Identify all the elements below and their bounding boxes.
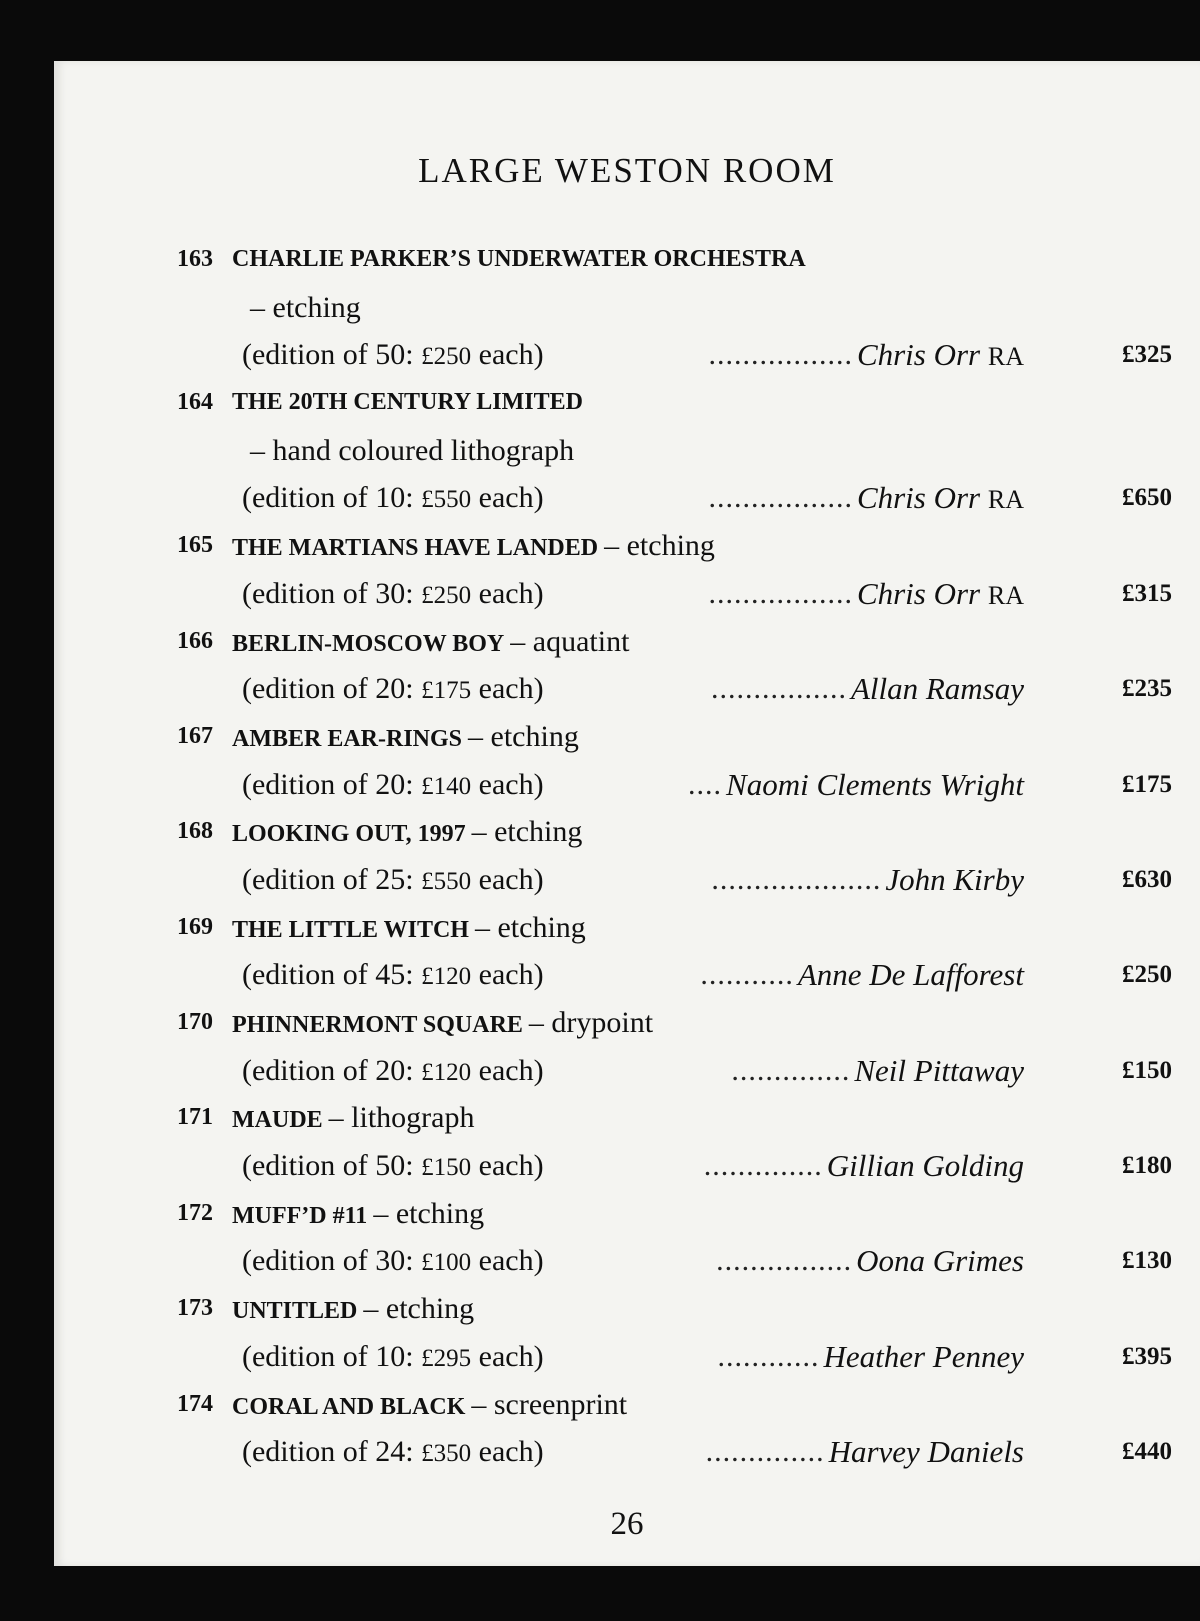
leader-dots: .............. xyxy=(705,1435,825,1469)
entry-number: 169 xyxy=(177,913,213,940)
entry-edition xyxy=(242,761,544,811)
edition-each: each) xyxy=(478,338,544,372)
catalogue-entry xyxy=(54,713,1200,808)
entry-price: £130 xyxy=(1122,1247,1172,1275)
catalogue-entry xyxy=(54,379,1200,522)
edition-size: (edition of 10: xyxy=(242,481,414,515)
edition-size: (edition of 24: xyxy=(242,1435,414,1469)
entry-price: £315 xyxy=(1122,579,1172,607)
edition-each: each) xyxy=(478,862,544,896)
edition-each: each) xyxy=(478,1053,544,1087)
entry-title: THE 20TH CENTURY LIMITED xyxy=(232,389,583,416)
artist-name-text: Anne De Lafforest xyxy=(797,957,1024,993)
entry-title-line xyxy=(54,999,1200,1047)
entry-number: 171 xyxy=(177,1104,213,1131)
edition-size: (edition of 45: xyxy=(242,958,414,992)
entry-edition xyxy=(242,951,544,1001)
entry-title: MUFF’D #11 xyxy=(232,1202,368,1229)
artist-name xyxy=(829,1428,1024,1476)
entry-title: UNTITLED xyxy=(232,1298,358,1325)
entry-title-wrap xyxy=(232,1190,484,1241)
artist-name-text: John Kirby xyxy=(885,861,1024,897)
unit-price: £550 xyxy=(421,867,472,895)
edition-size: (edition of 30: xyxy=(242,576,414,610)
entry-edition xyxy=(242,1142,544,1192)
entry-price: £440 xyxy=(1122,1438,1172,1466)
entry-number: 166 xyxy=(177,627,213,654)
entry-title-wrap xyxy=(232,618,629,669)
entry-title: CHARLIE PARKER’S UNDERWATER ORCHESTRA xyxy=(232,246,806,272)
leader-dots: ............ xyxy=(717,1339,820,1373)
edition-size: (edition of 20: xyxy=(242,1053,414,1087)
leader-dots: ................ xyxy=(710,672,847,706)
entry-title-line xyxy=(54,1381,1200,1429)
entry-number: 163 xyxy=(177,246,213,272)
catalogue-page xyxy=(54,61,1200,1566)
unit-price: £120 xyxy=(421,963,472,991)
unit-price: £175 xyxy=(421,677,472,705)
edition-size: (edition of 10: xyxy=(242,1339,414,1373)
entry-edition xyxy=(242,1428,544,1478)
artist-name-text: Gillian Golding xyxy=(826,1148,1024,1184)
artist-name xyxy=(726,761,1024,809)
entry-title: CORAL AND BLACK xyxy=(232,1393,466,1420)
entry-title-line xyxy=(54,379,1200,427)
entry-price: £630 xyxy=(1122,865,1172,893)
entry-price: £180 xyxy=(1122,1152,1172,1180)
entry-title-wrap xyxy=(232,522,715,573)
entry-medium-line xyxy=(54,284,1200,332)
entry-edition xyxy=(242,665,544,715)
entry-price: £325 xyxy=(1122,341,1172,369)
unit-price: £100 xyxy=(421,1249,472,1277)
entry-title: THE LITTLE WITCH xyxy=(232,916,469,943)
artist-suffix: RA xyxy=(987,580,1024,610)
entry-edition xyxy=(242,1333,544,1383)
artist-name-text: Allan Ramsay xyxy=(850,671,1024,707)
entry-edition-line xyxy=(54,665,1200,713)
catalogue-entry xyxy=(54,522,1200,617)
entry-title-line xyxy=(54,713,1200,761)
entry-title-line xyxy=(54,1094,1200,1142)
page-title: LARGE WESTON ROOM xyxy=(418,151,836,190)
unit-price: £550 xyxy=(421,486,472,514)
entry-price: £235 xyxy=(1122,675,1172,703)
entry-title: MAUDE xyxy=(232,1107,323,1134)
unit-price: £250 xyxy=(421,581,472,609)
leader-dots: ........... xyxy=(700,958,794,992)
artist-name xyxy=(857,570,1024,620)
catalogue-entries xyxy=(54,236,1200,1476)
entry-price: £650 xyxy=(1122,484,1172,512)
entry-title-wrap xyxy=(232,1285,474,1336)
leader-dots: ................. xyxy=(708,481,853,515)
entry-edition-line xyxy=(54,1142,1200,1190)
entry-number: 170 xyxy=(177,1009,213,1035)
leader-dots: ................. xyxy=(708,338,853,372)
entry-medium-line xyxy=(54,427,1200,475)
artist-name xyxy=(827,1142,1024,1190)
edition-each: each) xyxy=(478,1339,544,1373)
entry-title-wrap xyxy=(232,904,586,955)
entry-title-wrap xyxy=(232,1094,474,1145)
entry-medium: – etching xyxy=(363,1292,475,1326)
entry-edition-line xyxy=(54,1047,1200,1095)
edition-size: (edition of 20: xyxy=(242,767,414,801)
entry-title-wrap xyxy=(232,808,582,859)
edition-each: each) xyxy=(478,672,544,706)
entry-title: BERLIN-MOSCOW BOY xyxy=(232,630,505,657)
leader-dots: ................. xyxy=(708,576,853,610)
edition-each: each) xyxy=(478,1435,544,1469)
artist-suffix: RA xyxy=(987,342,1024,372)
leader-dots: ................ xyxy=(716,1244,853,1278)
entry-number: 168 xyxy=(177,818,213,845)
entry-medium: – hand coloured lithograph xyxy=(250,433,575,467)
catalogue-entry xyxy=(54,1381,1200,1476)
artist-name xyxy=(857,474,1024,524)
entry-title-line xyxy=(54,618,1200,666)
entry-edition xyxy=(242,1237,544,1287)
entry-title-line xyxy=(54,808,1200,856)
artist-name-text: Neil Pittaway xyxy=(854,1052,1024,1088)
entry-number: 172 xyxy=(177,1199,213,1226)
artist-name-text: Harvey Daniels xyxy=(828,1434,1024,1470)
artist-suffix: RA xyxy=(987,485,1024,515)
unit-price: £295 xyxy=(421,1344,472,1372)
artist-name-text: Chris Orr xyxy=(856,480,981,516)
edition-each: each) xyxy=(478,576,544,610)
artist-name-text: Naomi Clements Wright xyxy=(726,766,1024,802)
entry-medium: – lithograph xyxy=(328,1101,475,1135)
entry-edition xyxy=(242,1047,544,1097)
entry-price: £175 xyxy=(1122,770,1172,798)
entry-medium: – etching xyxy=(373,1196,485,1230)
artist-name xyxy=(823,1333,1024,1381)
catalogue-entry xyxy=(54,999,1200,1094)
entry-title-wrap xyxy=(232,999,653,1050)
entry-title: THE MARTIANS HAVE LANDED xyxy=(232,535,599,562)
entry-edition-line xyxy=(54,474,1200,522)
artist-name-text: Heather Penney xyxy=(823,1338,1024,1374)
entry-title-wrap xyxy=(232,379,583,427)
artist-name xyxy=(857,331,1024,381)
entry-medium: – etching xyxy=(468,719,579,753)
catalogue-entry xyxy=(54,618,1200,713)
entry-title-line xyxy=(54,904,1200,952)
edition-each: each) xyxy=(478,767,544,801)
entry-title-line xyxy=(54,1285,1200,1333)
entry-price: £250 xyxy=(1122,961,1172,989)
entry-medium: – screenprint xyxy=(471,1387,628,1421)
entry-title-wrap xyxy=(232,1381,627,1432)
unit-price: £250 xyxy=(421,343,472,371)
unit-price: £120 xyxy=(421,1058,472,1086)
entry-number: 164 xyxy=(177,389,213,416)
entry-edition-line xyxy=(54,856,1200,904)
entry-medium: – etching xyxy=(604,529,715,563)
artist-name-text: Chris Orr xyxy=(856,337,981,373)
edition-size: (edition of 20: xyxy=(242,672,414,706)
entry-title-line xyxy=(54,522,1200,570)
entry-title-wrap xyxy=(232,236,806,284)
catalogue-entry xyxy=(54,1094,1200,1189)
entry-medium: – drypoint xyxy=(528,1006,654,1039)
entry-title-line xyxy=(54,1190,1200,1238)
entry-edition-line xyxy=(54,570,1200,618)
entry-title: AMBER EAR-RINGS xyxy=(232,725,463,752)
leader-dots: .... xyxy=(688,767,723,801)
entry-medium: – etching xyxy=(474,910,586,944)
entry-price: £395 xyxy=(1122,1342,1172,1370)
edition-each: each) xyxy=(478,1149,544,1183)
entry-title-wrap xyxy=(232,713,579,764)
edition-each: each) xyxy=(478,481,544,515)
edition-size: (edition of 30: xyxy=(242,1244,414,1278)
entry-title-line xyxy=(54,236,1200,284)
artist-name-text: Oona Grimes xyxy=(856,1243,1024,1279)
catalogue-entry xyxy=(54,1285,1200,1380)
entry-medium: – aquatint xyxy=(510,624,630,658)
unit-price: £350 xyxy=(421,1440,472,1468)
entry-edition-line xyxy=(54,761,1200,809)
entry-title: LOOKING OUT, 1997 xyxy=(232,821,466,848)
entry-edition xyxy=(242,331,544,381)
page-number: 26 xyxy=(610,1506,644,1542)
artist-name xyxy=(885,856,1024,904)
edition-each: each) xyxy=(478,958,544,992)
catalogue-entry xyxy=(54,236,1200,379)
entry-number: 165 xyxy=(177,532,213,559)
leader-dots: .............. xyxy=(703,1149,823,1183)
edition-size: (edition of 25: xyxy=(242,862,414,896)
entry-edition-line xyxy=(54,331,1200,379)
leader-dots: .................... xyxy=(711,862,882,896)
entry-edition-line xyxy=(54,1428,1200,1476)
entry-edition xyxy=(242,570,544,620)
leader-dots: .............. xyxy=(731,1053,851,1087)
edition-each: each) xyxy=(478,1244,544,1278)
entry-medium: – etching xyxy=(250,290,361,324)
edition-size: (edition of 50: xyxy=(242,1149,414,1183)
entry-number: 174 xyxy=(177,1390,213,1417)
catalogue-entry xyxy=(54,1190,1200,1285)
entry-title: PHINNERMONT SQUARE xyxy=(232,1012,523,1038)
unit-price: £140 xyxy=(421,772,472,800)
artist-name xyxy=(851,665,1024,713)
artist-name xyxy=(854,1047,1024,1095)
catalogue-entry xyxy=(54,904,1200,999)
entry-edition-line xyxy=(54,1237,1200,1285)
entry-edition xyxy=(242,856,544,906)
entry-number: 167 xyxy=(177,722,213,749)
artist-name xyxy=(798,951,1024,999)
catalogue-entry xyxy=(54,808,1200,903)
artist-name xyxy=(856,1237,1024,1285)
edition-size: (edition of 50: xyxy=(242,338,414,372)
entry-edition xyxy=(242,474,544,524)
entry-price: £150 xyxy=(1122,1056,1172,1084)
entry-medium: – etching xyxy=(471,815,583,849)
unit-price: £150 xyxy=(421,1154,472,1182)
artist-name-text: Chris Orr xyxy=(856,575,981,611)
entry-number: 173 xyxy=(177,1295,213,1322)
entry-edition-line xyxy=(54,1333,1200,1381)
entry-edition-line xyxy=(54,951,1200,999)
